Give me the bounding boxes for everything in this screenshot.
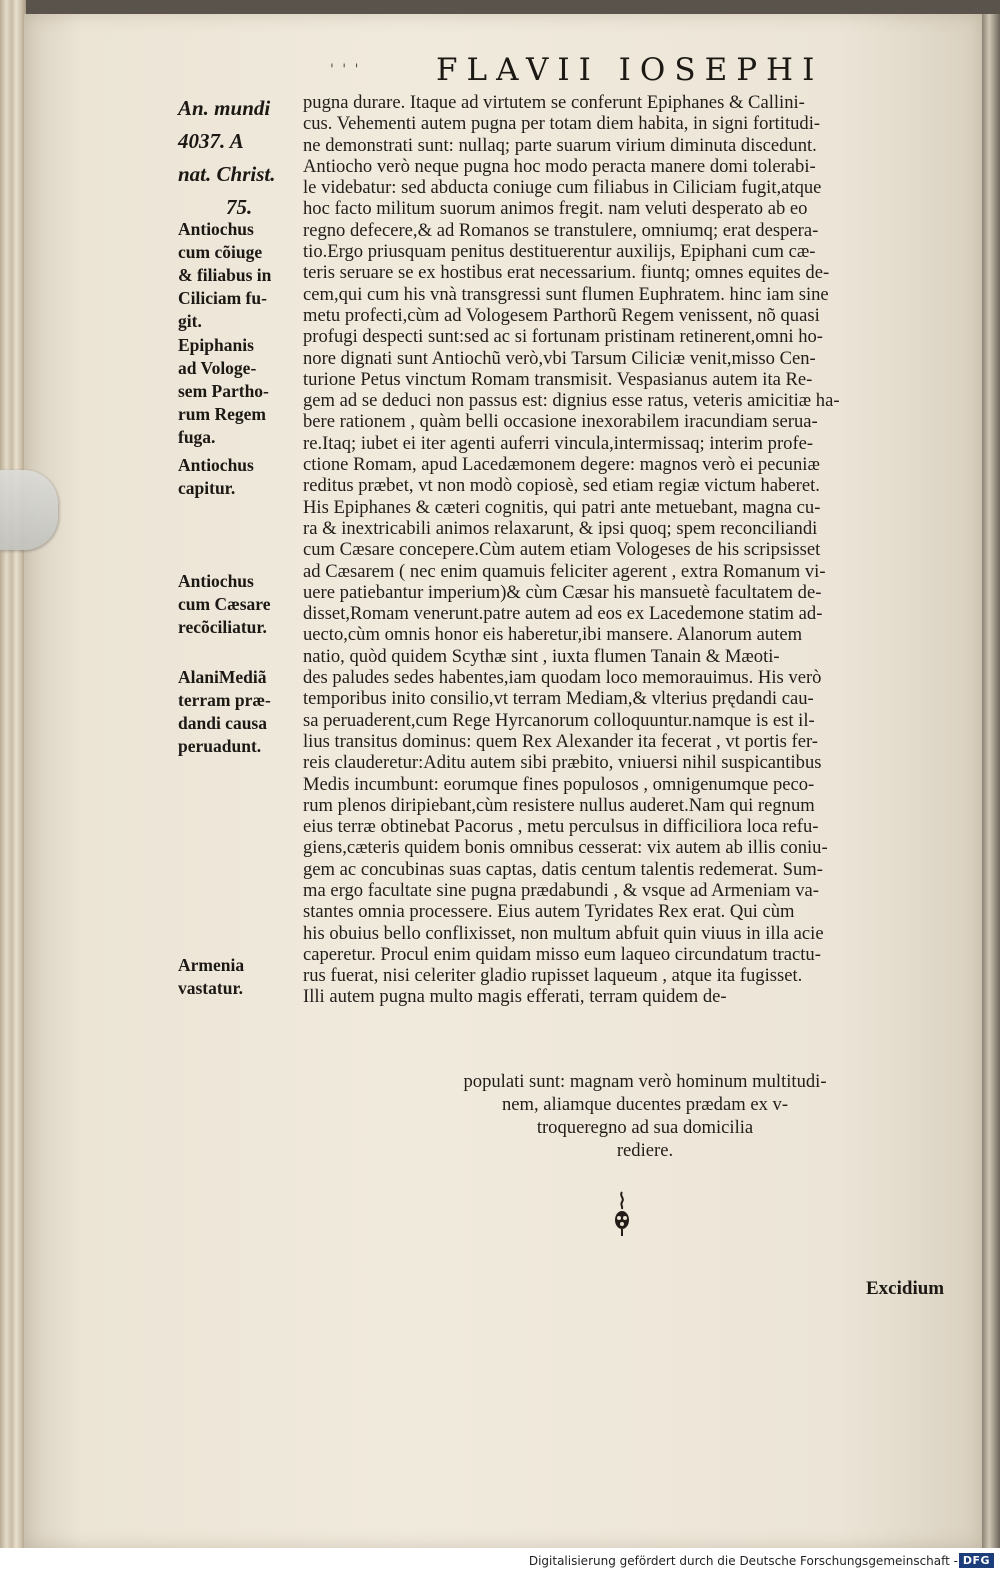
margin-note-line: fuga. [178,427,216,447]
body-text-line: reditus præbet, vt non modò copiosè, sed etiam regiæ victum haberet. [303,475,820,497]
margin-note-line: terram præ- [178,690,271,710]
body-text-line: Illi autem pugna multo magis efferati, terram quidem de- [303,986,727,1008]
body-text-line: cem,qui cum his vnà transgressi sunt flumen Euphratem. hinc iam sine [303,283,829,305]
body-text-line: ma ergo facultate sine pugna prædabundi , & vsque ad Armeniam va- [303,879,820,901]
body-text-line: uecto,cùm omnis honor eis haberetur,ibi mansere. Alanorum autem [303,624,803,646]
body-text-line: giens,cæteris quidem bonis omnibus cesserat: vix autem ab illis coniu- [303,837,828,859]
closing-text-line: nem, aliamque ducentes prædam ex v- [501,1094,789,1115]
body-text-line: Antiocho verò neque pugna hoc modo peracta manere domi tolerabi- [303,155,816,177]
margin-note-line: rum Regem [178,404,266,424]
margin-note-reconciliation [178,570,271,639]
margin-note-alani [178,666,271,758]
head-ornament-dots: ' ' ' [330,62,361,78]
margin-note-line: dandi causa [178,713,267,733]
margin-note-line: capitur. [178,478,236,498]
body-text-line: turione Petus vinctum Romam transmisit. Vespasianus autem ita Re- [303,368,813,390]
fleuron-ornament-icon [610,1190,634,1238]
body-text-line: cus. Vehementi autem pugna per totam diem habita, in signi fortitudi- [303,113,821,135]
body-text-line: le videbatur: sed abducta coniuge cum filiabus in Ciliciam fugit,atque [303,177,822,199]
margin-note-line: recõciliatur. [178,617,267,637]
body-text-line: ctione Romam, apud Lacedæmonem degere: magnos verò ei pecuniæ [303,454,820,476]
body-text-line: teris seruare se ex hostibus erat necessarium. fiuntq; omnes equites de- [303,262,830,284]
body-text-line: his obuius bello conflixisset, non multum abfuit quin viuus in illa acie [303,922,824,944]
margin-note-epiphanes [178,334,269,449]
body-text-line: His Epiphanes & cæteri cognitis, qui patri ante metuebant, magna cu- [303,496,821,518]
margin-note-line: Antiochus [178,219,254,239]
body-text-line: re.Itaq; iubet ei iter agenti auferri vincula,intermissaq; interim profe- [303,432,814,454]
closing-text-line: populati sunt: magnam verò hominum multitudi- [463,1071,827,1092]
body-text-line: lius transitus dominus: quem Rex Alexander ita fecerat , vt portis fer- [303,730,818,752]
dfg-logo: DFG [959,1553,994,1568]
body-text [303,92,963,1008]
funding-credit: Digitalisierung gefördert durch die Deutsche Forschungsgemeinschaft - [528,1554,958,1568]
body-text-line: ne demonstrati sunt: nullaq; parte suarum virium diminuta discedunt. [303,134,817,156]
body-text-line: disset,Romam venerunt.patre autem ad eos ex Lacedemone statim ad- [303,603,823,625]
body-text-line: hoc facto militum suorum animos fregit. nam veluti desperato ab eo [303,198,808,220]
body-text-line: bere rationem , quàm belli occasione inexorabilem iracundiam serua- [303,411,818,433]
margin-note-line: AlaniMediã [178,667,267,687]
year-note [178,92,302,224]
margin-note-line: Ciliciam fu- [178,288,267,308]
margin-note-line: cum Cæsare [178,594,271,614]
body-text-line: eius terræ obtinebat Pacorus , metu perculsus in difficiliora loca refu- [303,816,819,838]
closing-text-line: troqueregno ad sua domicilia [536,1117,754,1138]
body-text-line: sa peruaderent,cum Rege Hyrcanorum colloquuntur.namque is est il- [303,709,815,731]
catchword: Excidium [866,1278,945,1299]
year-note-line: 4037. A [178,129,244,153]
margin-note-line: & filiabus in [178,265,272,285]
body-text-line: cum Cæsare concepere.Cùm autem etiam Vologeses de his scripsisset [303,539,821,561]
margin-note-line: Antiochus [178,455,254,475]
margin-note-line: Armenia [178,955,245,975]
body-text-line: regno defecere,& ad Romanos se transtulere, omniumq; erat despera- [303,219,819,241]
margin-note-line: Antiochus [178,571,254,591]
margin-note-line: peruadunt. [178,736,262,756]
body-text-line: gem ac concubinas suas captas, datis centum talentis redemerat. Sum- [303,858,823,880]
body-text-line: des paludes sedes habentes,iam quodam loco memorauimus. His verò [303,667,822,689]
margin-note-line: vastatur. [178,978,243,998]
digitization-footer [0,1548,1000,1575]
margin-note-antiochus-flight [178,218,271,333]
body-text-line: temporibus inito consilio,vt terram Mediam,& vlterius prędandi cau- [303,688,814,710]
body-text-line: natio, quòd quidem Scythæ sint , iuxta flumen Tanain & Mæoti- [303,645,780,667]
body-text-line: ad Cæsarem ( nec enim quamuis feliciter agerent , extra Romanum vi- [303,560,826,582]
body-text-line: Medis incumbunt: eorumque fines populosos , omnigenumque peco- [303,773,815,795]
closing-text-block [340,1070,950,1162]
margin-note-line: cum cõiuge [178,242,263,262]
year-note-line: An. mundi [178,96,271,120]
body-text-line: nore dignati sunt Antiochũ verò,vbi Tarsum Ciliciæ venit,misso Cen- [303,347,816,369]
body-text-line: metu profecti,cùm ad Vologesem Parthorũ Regem venissent, nõ quasi [303,304,820,326]
body-text-line: tio.Ergo priusquam penitus destituerentur auxilijs, Epiphani cum cæ- [303,241,816,263]
bookmark-tab [0,470,58,550]
year-note-line: 75. [226,195,253,219]
margin-note-antiochus-captured [178,454,254,500]
body-text-line: reis clauderetur:Aditu autem sibi præbito, vniuersi nihil suspicantibus [303,752,822,774]
body-text-line: pugna durare. Itaque ad virtutem se conferunt Epiphanes & Callini- [303,92,805,113]
book-fore-edge [0,0,26,1548]
margin-note-line: Epiphanis [178,335,254,355]
body-text-line: profugi despecti sunt:sed ac si fortunam pristinam retinerent,omni ho- [303,326,823,348]
closing-text-line: rediere. [616,1140,674,1161]
body-text-line: gem ad se deduci non passus est: dignius esse ratus, veteris amicitiæ ha- [303,390,840,412]
body-text-line: rus fuerat, nisi celeriter gladio rupisset laqueum , atque ita fugisset. [303,965,803,987]
body-text-line: stantes omnia processere. Eius autem Tyridates Rex erat. Qui cùm [303,901,795,923]
body-text-line: rum plenos diripiebant,cùm resistere nullus auderet.Nam qui regnum [303,794,815,816]
margin-note-armenia [178,954,244,1000]
body-text-line: uere patiebantur imperium)& cùm Cæsar his mansuetè facultatem de- [303,581,822,603]
margin-note-line: git. [178,311,202,331]
margin-note-line: sem Partho- [178,381,269,401]
margin-note-line: ad Vologe- [178,358,257,378]
book-gutter [982,14,1000,1548]
year-note-line: nat. Christ. [178,162,276,186]
body-text-line: ra & inextricabili animos relaxarunt, & ipsi quoq; spem reconciliandi [303,517,818,539]
body-text-line: caperetur. Procul enim quidam misso eum laqueo circundatum tractu- [303,943,821,965]
running-head: FLAVII IOSEPHI [436,52,824,88]
margin-notes [178,92,302,998]
